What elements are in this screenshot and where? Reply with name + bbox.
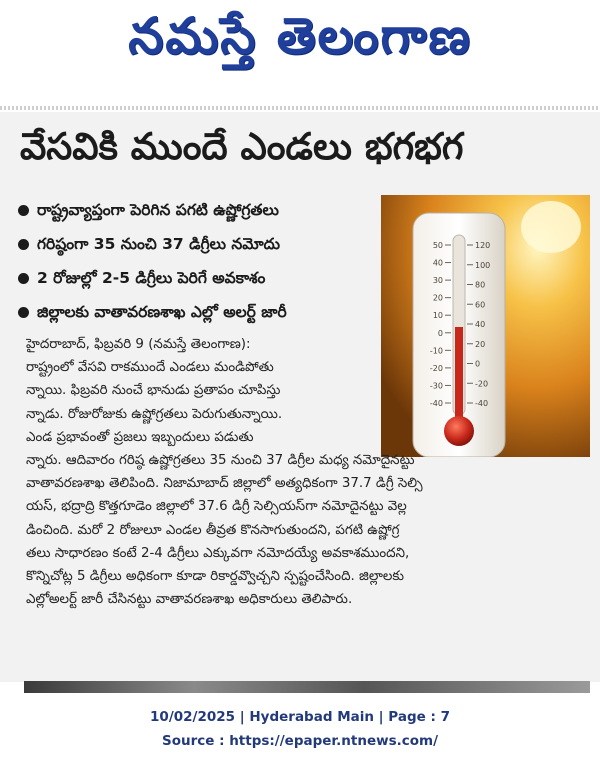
scale-label: 10 [432, 311, 443, 321]
scale-label: 20 [475, 339, 486, 349]
scale-label: -20 [475, 379, 489, 389]
source-link[interactable]: Source : https://epaper.ntnews.com/ [161, 733, 439, 749]
highlight-text: 2 రోజుల్లో 2-5 డిగ్రీలు పెరిగే అవకాశం [37, 269, 266, 287]
bullet-icon [18, 273, 29, 284]
body-line: రాష్ట్రంలో వేసవి రాకముందే ఎండలు మండిపోతు [26, 360, 274, 376]
article-body [26, 333, 582, 611]
scale-label: 100 [475, 260, 491, 270]
highlight-text: జిల్లాలకు వాతావరణశాఖ ఎల్లో అలర్ట్ జారీ [37, 303, 287, 321]
scale-label: 40 [475, 320, 486, 329]
bullet-icon [18, 205, 29, 216]
highlight-item [18, 196, 383, 230]
body-line: వాతావరణశాఖ తెలిపింది. నిజామాబాద్ జిల్లాలో అత్యధికంగా 37.7 డిగ్రీ సెల్సి [26, 476, 423, 492]
scale-label: 50 [432, 241, 443, 250]
scale-label: 0 [475, 359, 481, 369]
section-divider [0, 106, 600, 110]
scale-label: 120 [475, 241, 491, 250]
body-line: కొన్నిచోట్ల 5 డిగ్రీలు అధికంగా కూడా రికార్డవ్వొచ్చని స్పష్టంచేసింది. జిల్లాలకు [26, 569, 404, 585]
body-line: యస్, భద్రాద్రి కొత్తగూడెం జిల్లాలో 37.6 డిగ్రీ సెల్సియస్‌గా నమోదైనట్టు వెల్ల [26, 499, 407, 515]
sun-glow [521, 201, 581, 253]
scale-label: -30 [429, 381, 443, 391]
highlights-list [18, 196, 383, 332]
body-line: డించింది. మరో 2 రోజులూ ఎండల తీవ్రత కొనసాగుతుందని, పగటి ఉష్ణోగ్ర [26, 522, 400, 538]
body-line: ఎండ ప్రభావంతో ప్రజలు ఇబ్బందులు పడుతు [26, 429, 254, 445]
next-article-photo-strip [24, 681, 590, 693]
body-line: న్నాడు. రోజురోజుకు ఉష్ణోగ్రతలు పెరుగుతున్నాయి. [26, 406, 283, 422]
body-line: తలు సాధారణం కంటే 2-4 డిగ్రీలు ఎక్కువగా నమోదయ్యే అవకాశముందని, [26, 545, 410, 561]
scale-label: 20 [432, 293, 443, 303]
scale-label: -10 [429, 346, 443, 356]
highlight-text: గరిష్ఠంగా 35 నుంచి 37 డిగ్రీలు నమోదు [37, 235, 280, 253]
body-line: న్నారు. ఆదివారం గరిష్ఠ ఉష్ణోగ్రతలు 35 నుంచి 37 డిగ్రీల మధ్య నమోదైనట్టు [26, 453, 415, 469]
highlight-item [18, 230, 383, 264]
body-line: న్నాయి. ఫిబ్రవరి నుంచే భానుడు ప్రతాపం చూపిస్తు [26, 383, 281, 399]
scale-label: 40 [432, 258, 443, 268]
scale-label: 0 [437, 328, 443, 338]
body-line: హైదరాబాద్, ఫిబ్రవరి 9 (నమస్తే తెలంగాణ): [26, 337, 251, 352]
highlight-item [18, 298, 383, 332]
masthead [0, 0, 600, 84]
highlight-text: రాష్ట్రవ్యాప్తంగా పెరిగిన పగటి ఉష్ణోగ్రతలు [37, 201, 279, 219]
scale-label: -40 [429, 399, 443, 408]
scale-label: -20 [429, 363, 443, 373]
scale-label: 60 [475, 300, 486, 310]
scale-label: -40 [475, 399, 489, 408]
bullet-icon [18, 239, 29, 250]
highlight-item [18, 264, 383, 298]
bullet-icon [18, 307, 29, 318]
edition-info: 10/02/2025 | Hyderabad Main | Page : 7 [150, 709, 450, 725]
headline: వేసవికి ముందే ఎండలు భగభగ [20, 125, 464, 168]
body-line: ఎల్లోఅలర్ట్ జారీ చేసినట్టు వాతావరణశాఖ అధికారులు తెలిపారు. [26, 592, 353, 608]
scale-label: 80 [475, 280, 486, 290]
scale-label: 30 [432, 276, 443, 286]
page-footer [0, 705, 600, 753]
masthead-title: నమస్తే తెలంగాణ [128, 6, 472, 65]
